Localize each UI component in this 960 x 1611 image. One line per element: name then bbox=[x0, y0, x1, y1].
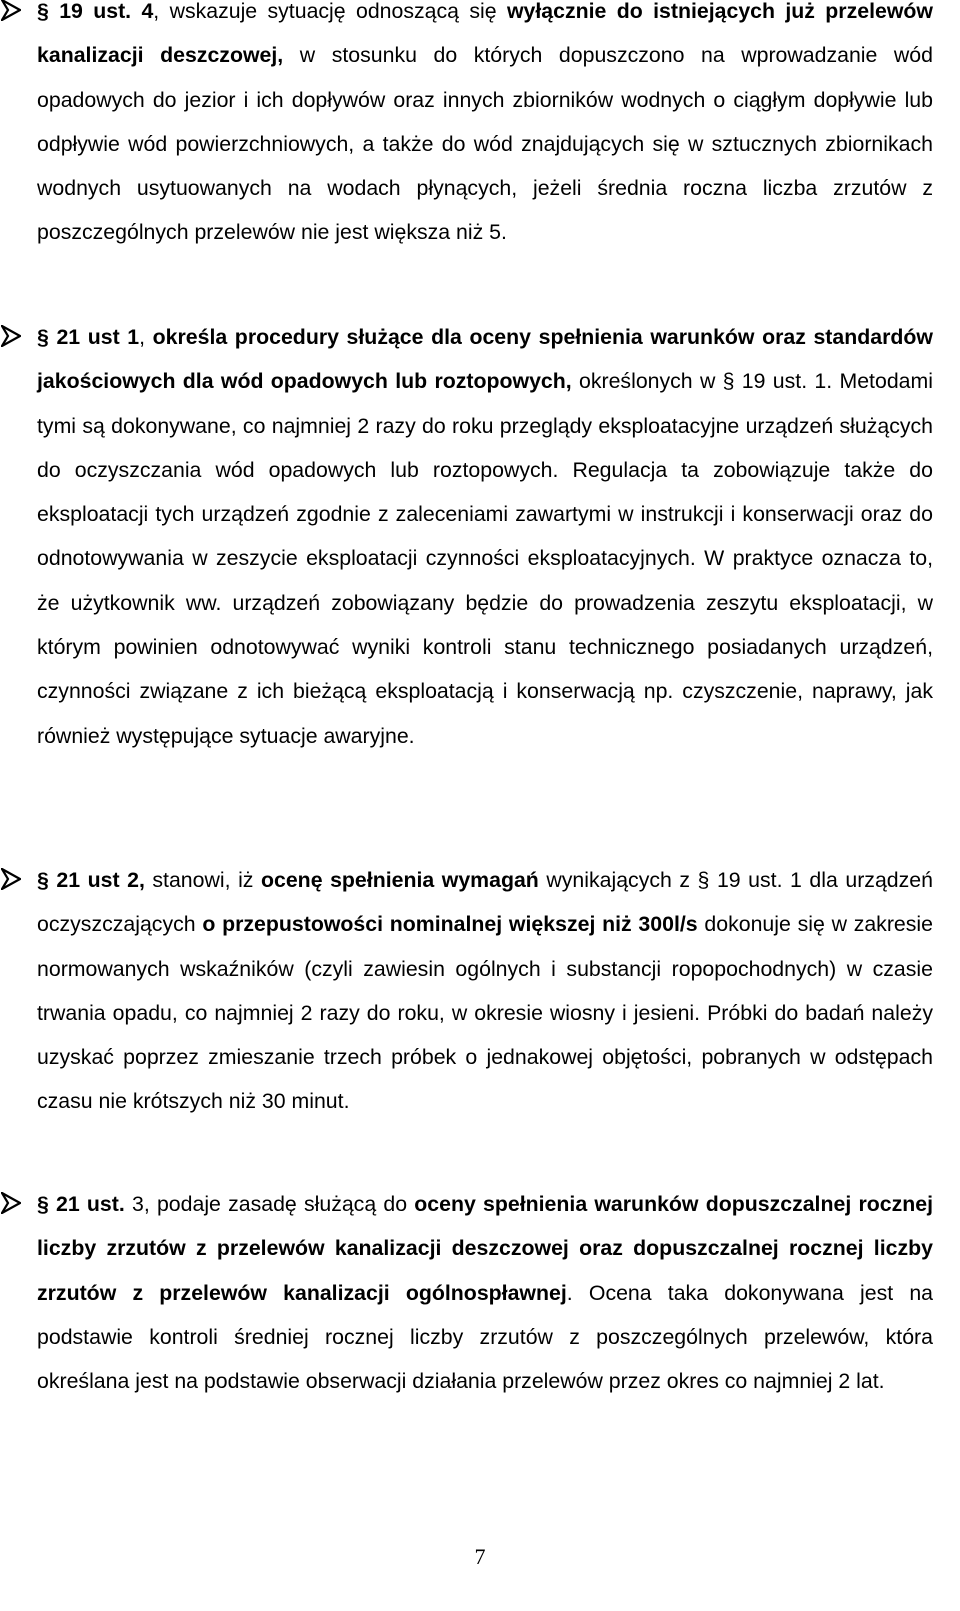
text-run: dokonuje się w zakresie normowanych wskaźników (czyli zawiesin ogólnych i substancji ropopochodnych) w czasie trwania opadu, co najmniej 2 razy do roku, w okresie wiosny i jesieni. Próbki do badań należy uzyskać poprzez zmieszanie trzech próbek o jednakowej objętości, pobranych w odstępach czasu nie krótszych niż 30 minut. bbox=[37, 912, 933, 1114]
bullet-item-21-ust-1 bbox=[37, 315, 933, 758]
text-run: , wskazuje sytuację odnoszącą się bbox=[153, 0, 507, 23]
text-run: określonych w § 19 ust. 1. Metodami tymi są dokonywane, co najmniej 2 razy do roku przeglądy eksploatacyjne urządzeń służących do oczyszczania wód opadowych lub roztopowych. Regulacja ta zobowiązuje także do eksploatacji tych urządzeń zgodnie z zaleceniami zawartymi w instrukcji i konserwacji oraz do odnotowywania w zeszycie eksploatacji czynności eksploatacyjnych. W praktyce oznacza to, że użytkownik ww. urządzeń zobowiązany będzie do prowadzenia zeszytu eksploatacji, w którym powinien odnotowywać wyniki kontroli stanu technicznego posiadanych urządzeń, czynności związane z ich bieżącą eksploatacją i konserwacją np. czyszczenie, naprawy, jak również występujące sytuacje awaryjne. bbox=[37, 369, 933, 748]
arrowhead-bullet-icon bbox=[1, 1182, 23, 1226]
text-run: stanowi, iż bbox=[144, 868, 261, 892]
text-run: . Ocena taka dokonywana jest na podstawie kontroli średniej rocznej liczby zrzutów z poszczególnych przelewów, która określana jest na podstawie obserwacji działania przelewów przez okres co najmniej 2 lat. bbox=[37, 1280, 934, 1394]
arrowhead-bullet-icon bbox=[1, 858, 23, 902]
bullet-item-21-ust-3 bbox=[37, 1182, 933, 1403]
bold-text-run: wyłącznie do istniejących już przelewów kanalizacji deszczowej, bbox=[37, 0, 933, 68]
bullet-text bbox=[37, 0, 933, 255]
text-run: wynikających z § 19 ust. 1 dla urządzeń oczyszczających bbox=[37, 868, 933, 937]
bold-text-run: o przepustowości nominalnej większej niż 300l/s bbox=[202, 912, 698, 937]
bold-text-run: określa procedury służące dla oceny spełnienia warunków oraz standardów jakościowych dla wód opadowych lub roztopowych, bbox=[37, 325, 933, 394]
bold-text-run: § 21 ust 1 bbox=[37, 325, 140, 349]
bold-text-run: § 19 ust. 4 bbox=[37, 0, 154, 23]
page-number: 7 bbox=[474, 1544, 486, 1569]
bullet-item-21-ust-2 bbox=[37, 858, 933, 1124]
bullet-text bbox=[37, 1182, 933, 1403]
text-run: 3, podaje zasadę służącą do bbox=[124, 1192, 415, 1216]
bold-text-run: § 21 ust. bbox=[37, 1192, 125, 1216]
bullet-text bbox=[37, 315, 933, 758]
text-run: w stosunku do których dopuszczono na wprowadzanie wód opadowych do jezior i ich dopływów oraz innych zbiorników wodnych o ciągłym dopływie lub odpływie wód powierzchniowych, a także do wód znajdujących się w sztucznych zbiornikach wodnych usytuowanych na wodach płynących, jeżeli średnia roczna liczba zrzutów z poszczególnych przelewów nie jest większa niż 5. bbox=[37, 43, 933, 245]
arrowhead-bullet-icon bbox=[1, 315, 23, 359]
bold-text-run: oceny spełnienia warunków dopuszczalnej rocznej liczby zrzutów z przelewów kanalizacji deszczowej oraz dopuszczalnej rocznej liczby zrzutów z przelewów kanalizacji ogólnospławnej bbox=[37, 1192, 934, 1305]
text-run: , bbox=[139, 325, 153, 349]
bullet-item-19-ust-4 bbox=[37, 0, 933, 255]
bold-text-run: ocenę spełnienia wymagań bbox=[260, 868, 539, 892]
arrowhead-bullet-icon bbox=[1, 0, 23, 33]
bold-text-run: § 21 ust 2, bbox=[37, 868, 145, 892]
bullet-text bbox=[37, 858, 933, 1124]
